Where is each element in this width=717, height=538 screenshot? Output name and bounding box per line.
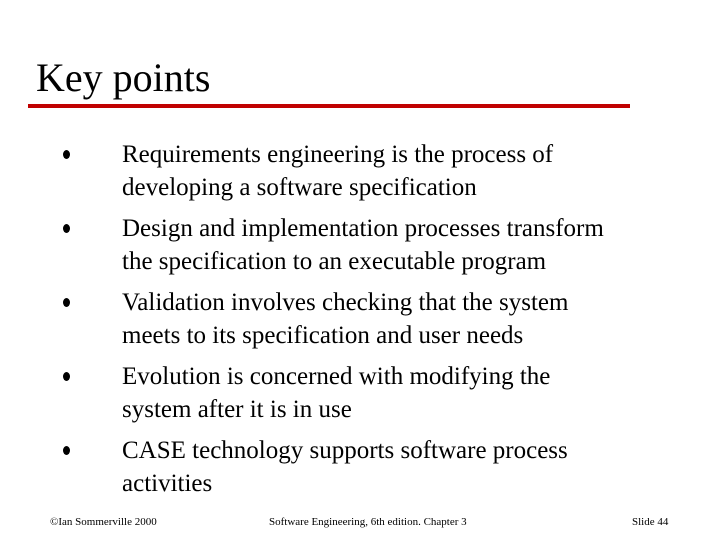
footer-slide-number: Slide 44	[632, 516, 669, 528]
key-points-list	[0, 138, 682, 508]
bullet-icon	[63, 298, 70, 307]
list-item	[0, 434, 682, 500]
bullet-text-line: Requirements engineering is the process of	[122, 141, 554, 168]
bullet-text-line: system after it is in use	[122, 396, 352, 423]
bullet-icon	[63, 224, 70, 233]
footer-copyright: ©Ian Sommerville 2000	[50, 516, 157, 528]
list-item	[0, 212, 682, 278]
footer-book-title: Software Engineering, 6th edition. Chapter 3	[269, 516, 467, 528]
title-underline	[28, 104, 630, 108]
list-item	[0, 138, 682, 204]
bullet-text-line: developing a software specification	[122, 174, 477, 201]
bullet-text-line: CASE technology supports software process	[122, 437, 568, 464]
bullet-icon	[63, 446, 70, 455]
bullet-text-line: Design and implementation processes transform	[122, 215, 604, 242]
list-item	[0, 286, 682, 352]
list-item	[0, 360, 682, 426]
bullet-text-line: Validation involves checking that the system	[122, 289, 569, 316]
bullet-text-line: the specification to an executable program	[122, 248, 547, 275]
slide-title: Key points	[36, 55, 211, 100]
bullet-text-line: Evolution is concerned with modifying the	[122, 363, 551, 390]
bullet-text-line: meets to its specification and user needs	[122, 322, 524, 349]
bullet-icon	[63, 372, 70, 381]
bullet-text-line: activities	[122, 470, 213, 497]
bullet-icon	[63, 150, 70, 159]
